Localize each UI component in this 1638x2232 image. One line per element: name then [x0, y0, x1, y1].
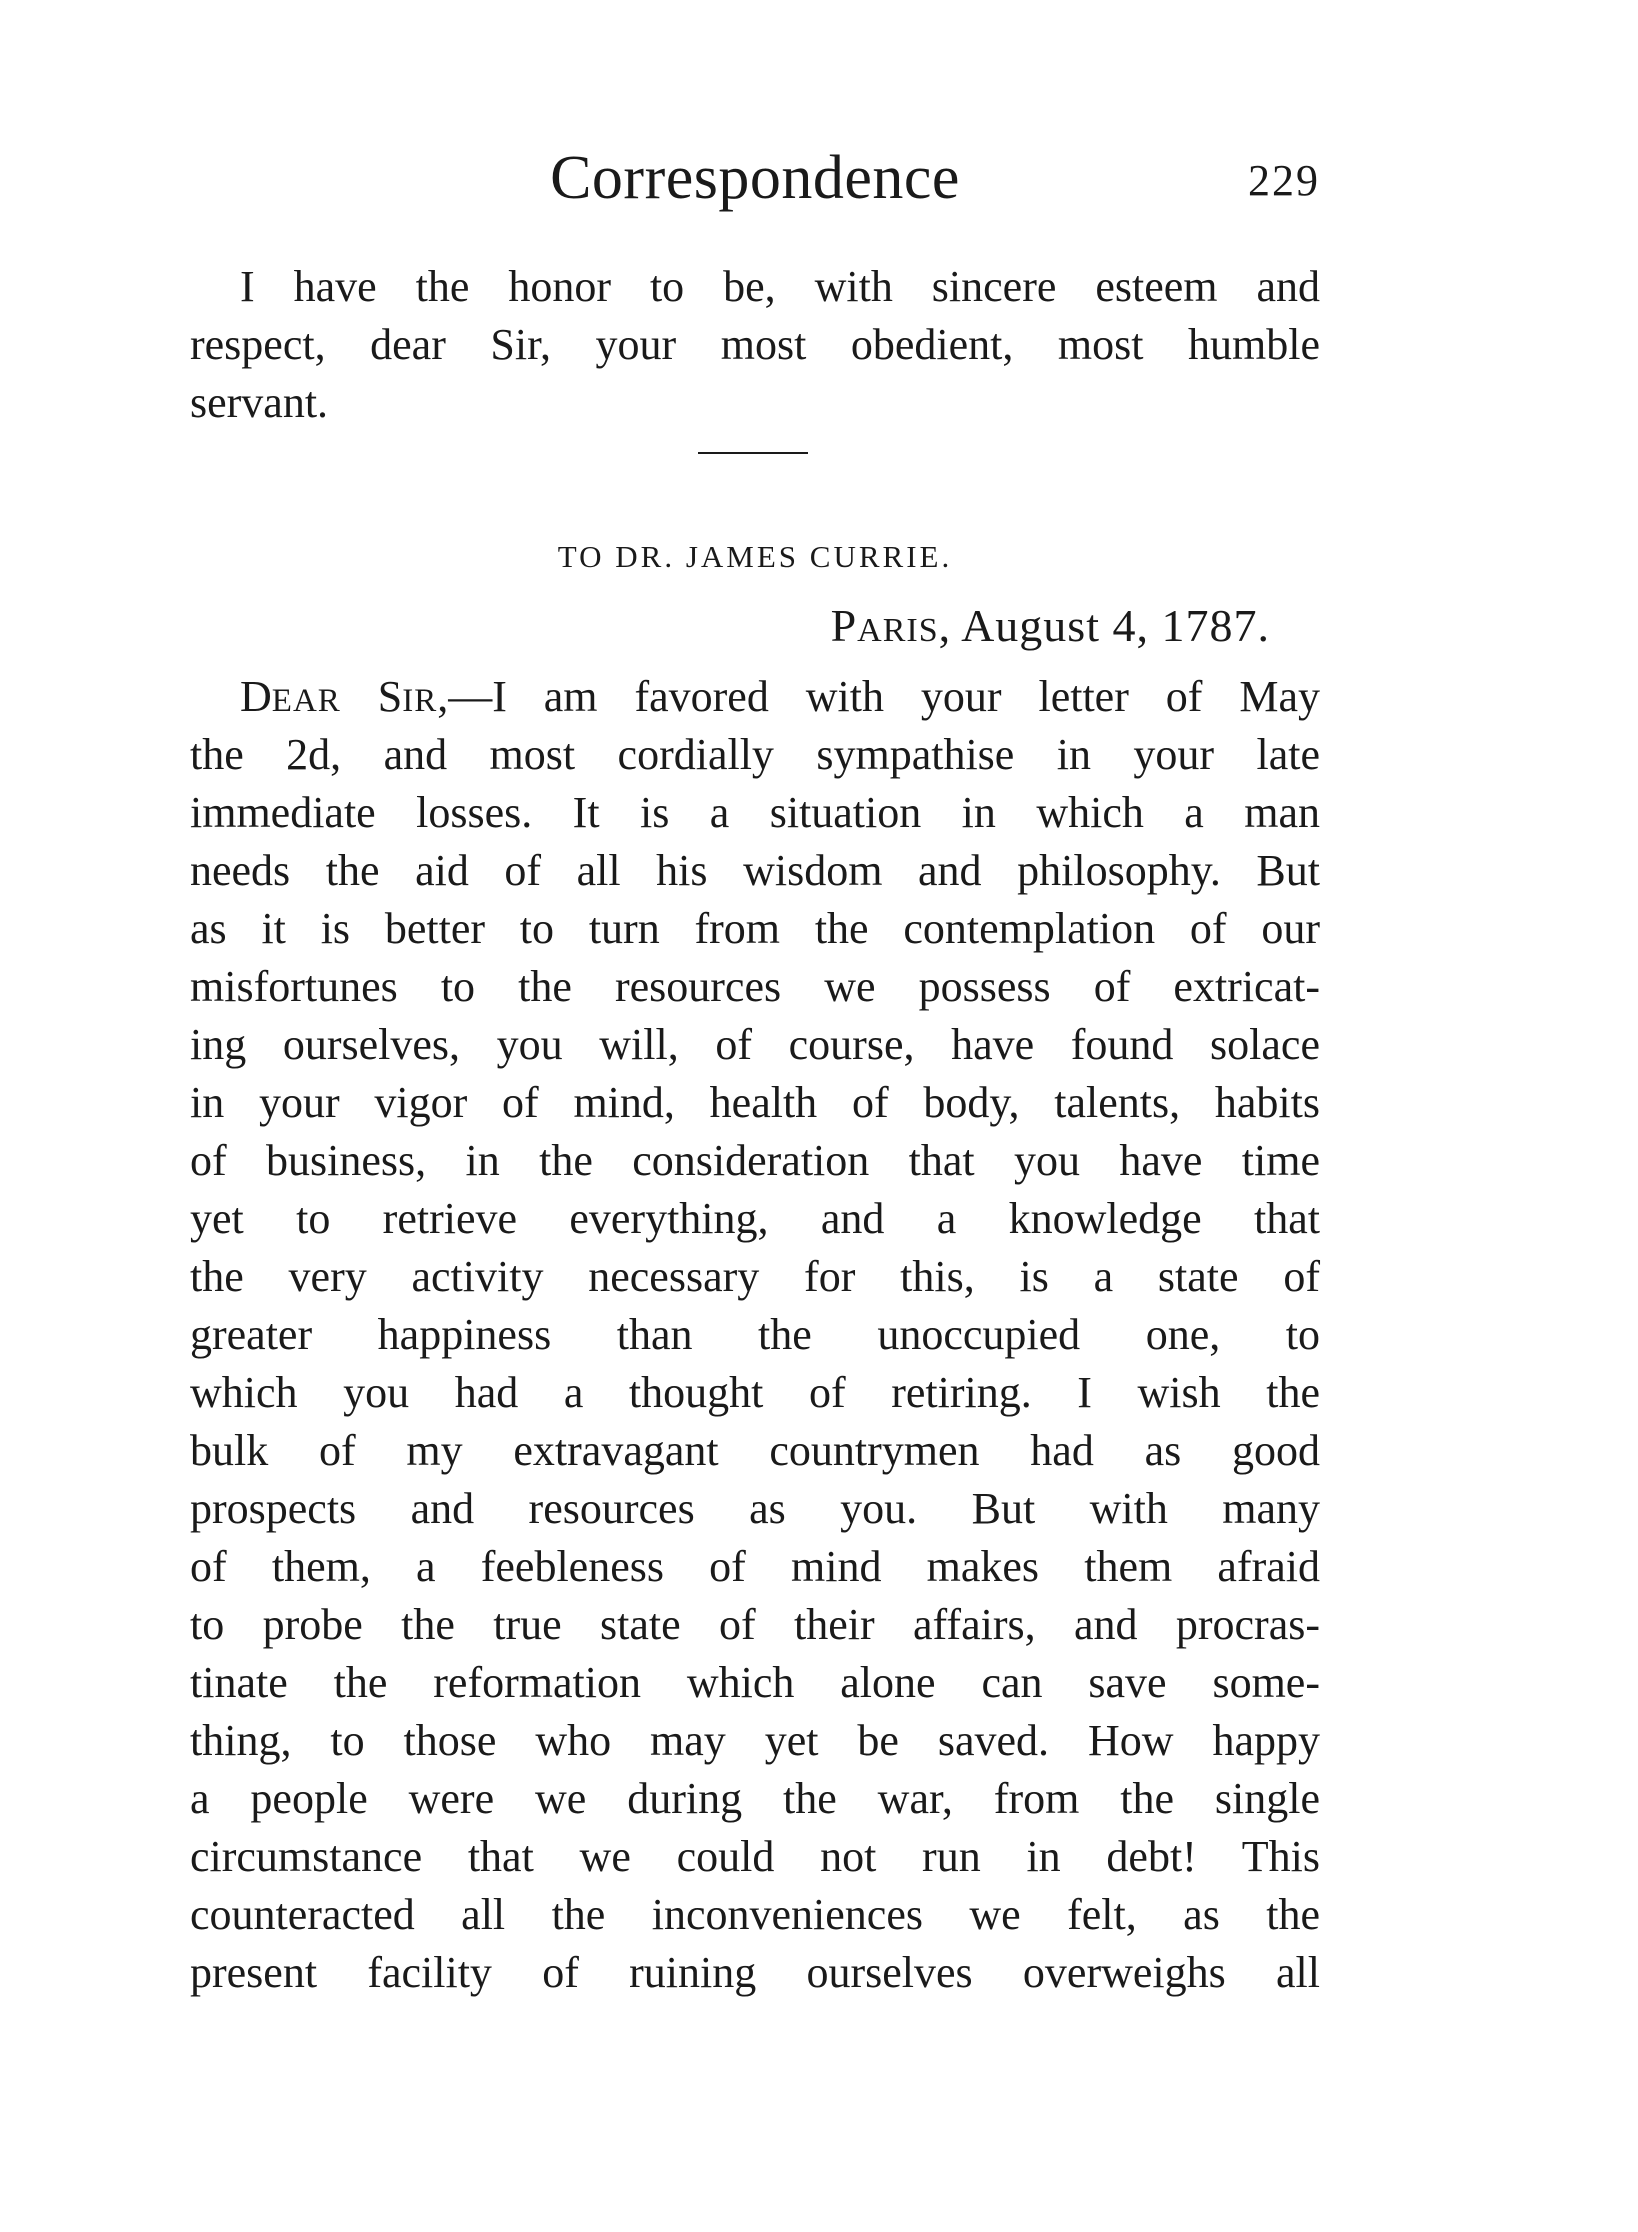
body-line: yet to retrieve everything, and a knowledge that [190, 1194, 1320, 1243]
closing-line: respect, dear Sir, your most obedient, most humble [190, 320, 1320, 369]
closing-line: servant. [190, 378, 329, 427]
body-line: misfortunes to the resources we possess of extricat- [190, 962, 1320, 1011]
body-line: in your vigor of mind, health of body, talents, habits [190, 1078, 1320, 1127]
body-line: a people were we during the war, from the single [190, 1774, 1320, 1823]
dateline-place-initial: P [830, 600, 858, 651]
body-line: prospects and resources as you. But with many [190, 1484, 1320, 1533]
body-line: ing ourselves, you will, of course, have found solace [190, 1020, 1320, 1069]
body-line: circumstance that we could not run in debt! This [190, 1832, 1320, 1881]
dateline-date: , August 4, 1787. [938, 600, 1270, 651]
closing-line: I have the honor to be, with sincere esteem and [240, 262, 1320, 311]
section-divider-rule [698, 452, 808, 454]
page-number: 229 [1248, 156, 1320, 205]
salutation-s: S [377, 672, 403, 721]
running-head [190, 138, 1320, 218]
body-line: immediate losses. It is a situation in which a man [190, 788, 1320, 837]
body-line: of business, in the consideration that you have time [190, 1136, 1320, 1185]
body-line: thing, to those who may yet be saved. How happy [190, 1716, 1320, 1765]
body-line: of them, a feebleness of mind makes them afraid [190, 1542, 1320, 1591]
running-title: Correspondence [550, 144, 960, 212]
salutation-ir: IR [402, 683, 438, 719]
body-line: present facility of ruining ourselves overweighs all [190, 1948, 1320, 1997]
salutation-d: D [240, 672, 272, 721]
closing-paragraph [190, 258, 1320, 432]
body-line: to probe the true state of their affairs, and procras- [190, 1600, 1320, 1649]
salutation-line [190, 668, 1320, 726]
body-line: the very activity necessary for this, is a state of [190, 1252, 1320, 1301]
dateline-place-rest: ARIS [857, 612, 939, 649]
body-line: needs the aid of all his wisdom and philosophy. But [190, 846, 1320, 895]
body-line: as it is better to turn from the contemplation of our [190, 904, 1320, 953]
salutation-ear: EAR [271, 683, 341, 719]
body-line: greater happiness than the unoccupied one, to [190, 1310, 1320, 1359]
body-line: the 2d, and most cordially sympathise in your late [190, 730, 1320, 779]
body-line: bulk of my extravagant countrymen had as good [190, 1426, 1320, 1475]
body-line: which you had a thought of retiring. I wish the [190, 1368, 1320, 1417]
letter-body [190, 668, 1320, 2002]
body-line: tinate the reformation which alone can save some- [190, 1658, 1320, 1707]
body-line: counteracted all the inconveniences we felt, as the [190, 1890, 1320, 1939]
letter-dateline [190, 596, 1270, 661]
salutation-tail: ,—I am favored with your letter of May [437, 672, 1321, 721]
letter-addressee: TO DR. JAMES CURRIE. [557, 539, 953, 574]
